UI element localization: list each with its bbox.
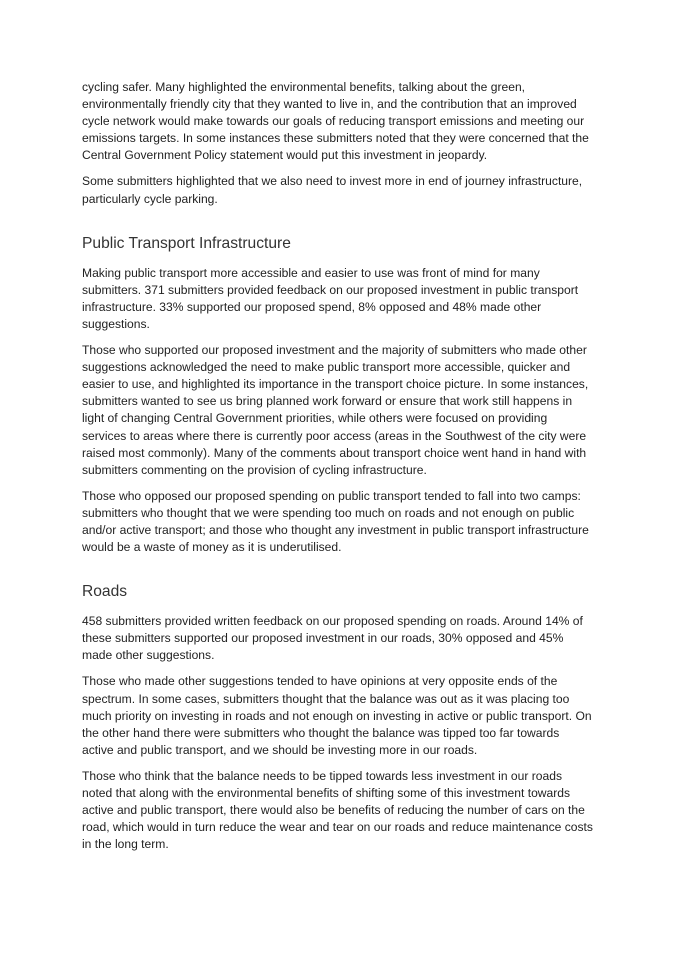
roads-paragraph-3: Those who think that the balance needs to be tipped towards less investment in our roads noted that along with the environmental benefits of shifting some of this investment towards active and public transport, there would also be benefits of reducing the number of cars on the road, which would in turn reduce the wear and tear on our roads and reduce maintenance costs in the long term. <box>82 768 593 852</box>
intro-paragraph-1: cycling safer. Many highlighted the environmental benefits, talking about the green, environmentally friendly city that they wanted to live in, and the contribution that an improved cycle network would make towards our goals of reducing transport emissions and meeting our emissions targets. In some instances these submitters noted that they were concerned that the Central Government Policy statement would put this investment in jeopardy. <box>82 80 589 163</box>
public-transport-paragraph-1: Making public transport more accessible and easier to use was front of mind for many submitters. 371 submitters provided feedback on our proposed investment in public transport infrastructure. 33% supported our proposed spend, 8% opposed and 48% made other suggestions. <box>82 265 579 331</box>
document-page <box>82 79 594 862</box>
roads-heading: Roads <box>82 583 128 601</box>
intro-section <box>82 79 594 208</box>
roads-section <box>82 582 594 853</box>
public-transport-paragraph-3: Those who opposed our proposed spending on public transport tended to fall into two camps: submitters who thought that we were spending too much on roads and not enough on public and/or active transport; and those who thought any investment in public transport infrastructure would be a waste of money as it is underutilised. <box>82 488 589 555</box>
public-transport-heading: Public Transport Infrastructure <box>82 234 291 252</box>
public-transport-paragraph-2: Those who supported our proposed investment and the majority of submitters who made other suggestions acknowledged the need to make public transport more accessible, quicker and easier to use, and highlighted its importance in the transport choice picture. In some instances, submitters wanted to see us bring planned work forward or ensure that work still happens in light of changing Central Government priorities, while others were focused on providing services to areas where there is currently poor access (areas in the Southwest of the city were raised most commonly). Many of the comments about transport choice went hand in hand with submitters commenting on the provision of cycling infrastructure. <box>82 343 589 477</box>
roads-paragraph-1: 458 submitters provided written feedback on our proposed spending on roads. Around 14% of these submitters supported our proposed investment in our roads, 30% opposed and 45% made other suggestions. <box>82 614 583 663</box>
roads-paragraph-2: Those who made other suggestions tended to have opinions at very opposite ends of the spectrum. In some cases, submitters thought that the balance was out as it was placing too much priority on investing in roads and not enough on investing in active or public transport. On the other hand there were submitters who thought the balance was tipped too far towards active and public transport, and we should be investing more in our roads. <box>82 674 592 757</box>
intro-paragraph-2: Some submitters highlighted that we also need to invest more in end of journey infrastructure, particularly cycle parking. <box>82 174 583 206</box>
public-transport-section <box>82 234 594 557</box>
